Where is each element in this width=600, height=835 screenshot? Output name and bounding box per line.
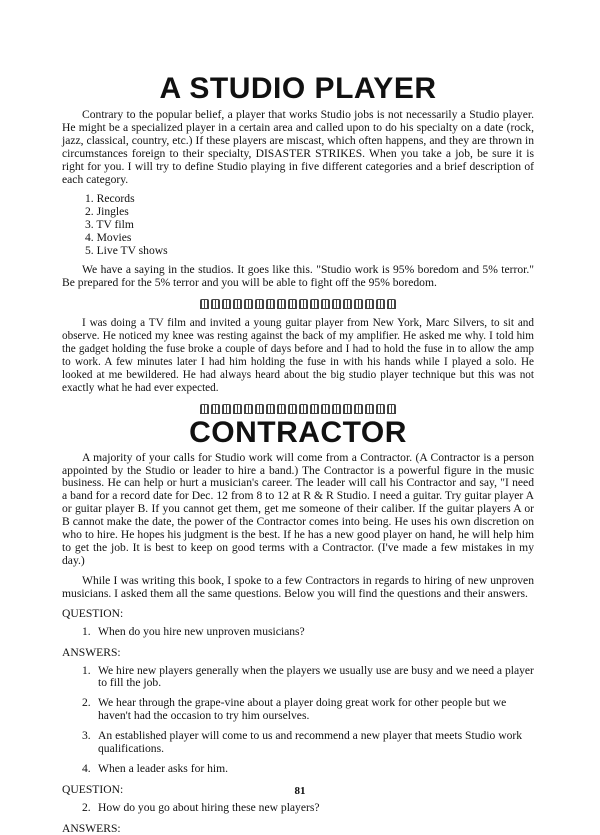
ornament-glyph-icon [354, 404, 363, 414]
ornament-glyph-icon [222, 404, 231, 414]
answer-text: An established player will come to us and recommend a new player that meets Studio work qualifications. [98, 729, 523, 756]
ornament-glyph-icon [321, 299, 330, 309]
answer-text: We hear through the grape-vine about a player doing great work for other people but we haven't had the occasion to try him ourselves. [98, 696, 507, 723]
answer-text: We hire new players generally when the players we usually use are busy and we need a player to fill the job. [98, 663, 534, 690]
ornament-glyph-icon [255, 404, 264, 414]
ornament-glyph-icon [222, 299, 231, 309]
contractor-paragraph: A majority of your calls for Studio work will come from a Contractor. (A Contractor is a person appointed by the Studio or leader to hire a band.) The Contractor is a powerful figure in the music business. He can help or hurt a musician's career. The leader will call his Contractor and say, "I need a band for a record date for Dec. 12 from 8 to 12 at R & R Studio. I need a guitar. Try guitar player A or guitar player B. If you cannot get them, get me someone of their caliber. If the guitar players A or B cannot make the date, the power of the Contractor comes into being. He uses his own discretion on who to hire. He hopes his judgment is the best. If he has a new good player on hand, he will help him to get the job. It is best to keep on good terms with a Contractor. (I've made a few mistakes in my day.) [62, 450, 534, 567]
question-number: 1. [82, 624, 91, 638]
list-item: 3. TV film [85, 218, 134, 232]
answer-item [62, 730, 534, 756]
ornament-divider [62, 299, 534, 309]
question-item [62, 802, 534, 815]
ornament-glyph-icon [244, 404, 253, 414]
question-label: QUESTION: [62, 606, 124, 620]
page-number: 81 [294, 785, 306, 797]
list-item: 4. Movies [85, 230, 132, 244]
ornament-glyph-icon [343, 404, 352, 414]
ornament-glyph-icon [332, 404, 341, 414]
ornament-glyph-icon [288, 299, 297, 309]
ornament-glyph-icon [376, 299, 385, 309]
question-text: When do you hire new unproven musicians? [98, 624, 305, 638]
question-item [62, 626, 534, 639]
ornament-glyph-icon [277, 299, 286, 309]
list-item: 2. Jingles [85, 205, 129, 219]
ornament-divider [62, 404, 534, 414]
ornament-glyph-icon [288, 404, 297, 414]
answers-list [62, 665, 534, 776]
ornament-glyph-icon [365, 404, 374, 414]
ornament-glyph-icon [343, 299, 352, 309]
ornament-glyph-icon [233, 299, 242, 309]
saying-paragraph: We have a saying in the studios. It goes like this. "Studio work is 95% boredom and 5% terror." Be prepared for the 5% terror and you will be able to fight off the 95% boredom. [62, 263, 534, 290]
question-text: How do you go about hiring these new players? [98, 800, 320, 814]
ornament-glyph-icon [376, 404, 385, 414]
answers-label: ANSWERS: [62, 821, 121, 835]
category-list [62, 193, 534, 257]
ornament-glyph-icon [299, 299, 308, 309]
ornament-glyph-icon [266, 299, 275, 309]
interview-paragraph: While I was writing this book, I spoke to a few Contractors in regards to hiring of new unproven musicians. I asked them all the same questions. Below you will find the questions and their answers. [62, 573, 534, 600]
answer-text: When a leader asks for him. [98, 761, 229, 775]
ornament-glyph-icon [277, 404, 286, 414]
ornament-glyph-icon [387, 404, 396, 414]
list-item: 5. Live TV shows [85, 243, 168, 257]
answer-number: 4. [82, 761, 91, 775]
question-2 [62, 802, 534, 815]
answer-item [62, 665, 534, 691]
list-item: 1. Records [85, 192, 135, 206]
answer-number: 1. [82, 663, 91, 677]
ornament-glyph-icon [321, 404, 330, 414]
answer-item [62, 763, 534, 776]
question-number: 2. [82, 800, 91, 814]
question-1 [62, 626, 534, 639]
ornament-glyph-icon [266, 404, 275, 414]
ornament-glyph-icon [211, 299, 220, 309]
ornament-glyph-icon [233, 404, 242, 414]
ornament-glyph-icon [211, 404, 220, 414]
ornament-glyph-icon [244, 299, 253, 309]
answers-label: ANSWERS: [62, 645, 121, 659]
intro-paragraph: Contrary to the popular belief, a player that works Studio jobs is not necessarily a Studio player. He might be a specialized player in a certain area and called upon to do his specialty on a date (rock, jazz, classical, country, etc.) If these players are miscast, which often happens, and they are thrown in circumstances foreign to their specialty, DISASTER STRIKES. When you take a job, be sure it is right for you. I will try to define Studio playing in five different categories and a brief description of each category. [62, 108, 534, 186]
ornament-glyph-icon [332, 299, 341, 309]
ornament-glyph-icon [365, 299, 374, 309]
ornament-glyph-icon [310, 299, 319, 309]
ornament-glyph-icon [200, 299, 209, 309]
ornament-glyph-icon [200, 404, 209, 414]
answer-item [62, 697, 534, 723]
ornament-glyph-icon [387, 299, 396, 309]
answer-number: 2. [82, 696, 91, 710]
document-page [62, 0, 534, 835]
section-title-contractor: CONTRACTOR [189, 415, 407, 449]
ornament-glyph-icon [354, 299, 363, 309]
anecdote-paragraph: I was doing a TV film and invited a young guitar player from New York, Marc Silvers, to sit and observe. He noticed my knee was resting against the back of my amplifier. He asked me why. I told him the gadget holding the fuse broke a couple of days before and I had to hold the fuse in to allow the amp to work. A few minutes later I had him holding the fuse in with his hands while I played a solo. He looked at me bewildered. He had always heard about the big studio player technique but this was not exactly what he had ever expected. [62, 317, 534, 394]
section-title-studio-player: A STUDIO PLAYER [159, 72, 437, 105]
answer-number: 3. [82, 729, 91, 743]
ornament-glyph-icon [299, 404, 308, 414]
ornament-glyph-icon [255, 299, 264, 309]
question-label: QUESTION: [62, 782, 124, 796]
ornament-glyph-icon [310, 404, 319, 414]
